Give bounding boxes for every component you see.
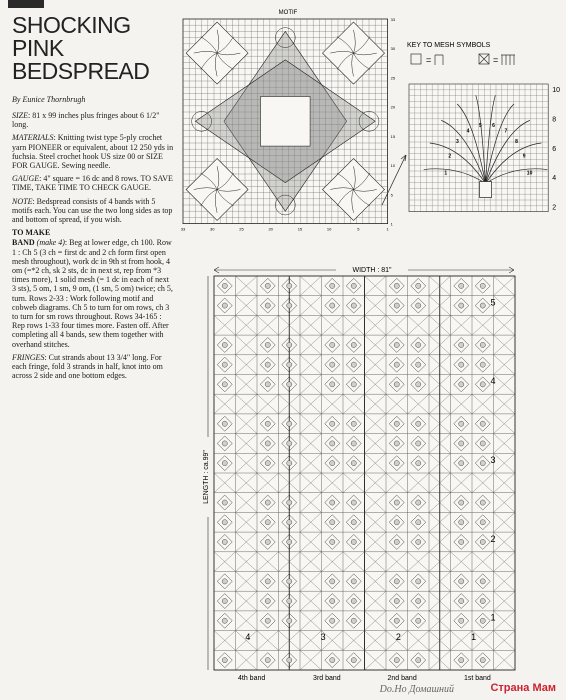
overview-flower-center — [330, 362, 335, 367]
motif-bottom-tick: 10 — [326, 226, 332, 232]
title-line-3: BEDSPREAD — [12, 58, 150, 84]
overview-flower-center — [480, 500, 485, 505]
overview-flower-center — [394, 382, 399, 387]
overview-flower-center — [416, 658, 421, 663]
overview-flower-center — [222, 539, 227, 544]
overview-flower-center — [265, 461, 270, 466]
title-line-1: SHOCKING — [12, 12, 131, 38]
overview-motif-number: 3 — [490, 455, 496, 465]
overview-flower-center — [416, 441, 421, 446]
overview-motif-number: 1 — [490, 612, 496, 623]
pointer-arrow — [380, 150, 410, 210]
cobweb-inner-number: 1 — [444, 170, 448, 177]
band-paragraph — [12, 238, 174, 348]
overview-flower-center — [330, 500, 335, 505]
overview-flower-center — [459, 658, 464, 663]
overview-flower-center — [394, 539, 399, 544]
overview-flower-center — [394, 520, 399, 525]
overview-flower-center — [416, 520, 421, 525]
overview-flower-center — [459, 618, 464, 623]
cobweb-base — [480, 182, 492, 198]
cobweb-inner-number: 7 — [504, 128, 508, 135]
materials-label: MATERIALS — [12, 133, 54, 143]
overview-flower-center — [265, 500, 270, 505]
cobweb-diagram — [395, 80, 560, 230]
motif-right-tick: 30 — [390, 46, 395, 52]
cobweb-right-tick: 4 — [552, 175, 557, 183]
watermark-site: Страна Мам — [490, 682, 556, 694]
overview-flower-center — [416, 382, 421, 387]
overview-flower-center — [265, 618, 270, 623]
motif-right-tick: 25 — [390, 75, 395, 81]
overview-flower-center — [416, 579, 421, 584]
title-line-2: PINK — [12, 35, 64, 61]
materials-paragraph — [12, 133, 174, 170]
overview-flower-center — [265, 283, 270, 288]
overview-flower-center — [459, 598, 464, 603]
overview-flower-center — [287, 441, 292, 446]
overview-flower-center — [330, 441, 335, 446]
overview-flower-center — [222, 500, 227, 505]
overview-flower-center — [480, 362, 485, 367]
overview-flower-center — [416, 500, 421, 505]
overview-flower-center — [416, 362, 421, 367]
overview-flower-center — [480, 539, 485, 544]
overview-flower-center — [394, 618, 399, 623]
overview-flower-center — [480, 598, 485, 603]
overview-flower-center — [394, 342, 399, 347]
overview-flower-center — [222, 520, 227, 525]
overview-flower-center — [416, 618, 421, 623]
open-mesh-stitch-icon — [435, 55, 443, 65]
watermark-logo: Do.Ho Домашний — [379, 684, 454, 695]
key-equals-2: = — [493, 55, 499, 65]
overview-flower-center — [480, 658, 485, 663]
materials-text: : Knitting twist type 5-ply crochet yarn PIONEER or equivalent, about 12 250 yds in fuchsia. Steel crochet hook US size 00 or SIZE FOR GAUGE. Sewing needle. — [12, 133, 174, 171]
overview-band-label: 3rd band — [313, 675, 341, 682]
overview-flower-center — [480, 303, 485, 308]
overview-flower-center — [394, 461, 399, 466]
overview-flower-center — [480, 382, 485, 387]
fringes-text: : Cut strands about 13 3/4" long. For each fringe, fold 3 strands in half, knot into om across 2 side and one bottom edges. — [12, 352, 163, 381]
overview-flower-center — [287, 618, 292, 623]
overview-flower-center — [416, 461, 421, 466]
overview-flower-center — [287, 342, 292, 347]
overview-flower-center — [394, 598, 399, 603]
overview-flower-center — [351, 579, 356, 584]
overview-flower-center — [459, 421, 464, 426]
key-to-mesh-symbols — [405, 38, 555, 78]
overview-flower-center — [330, 283, 335, 288]
overview-flower-center — [351, 461, 356, 466]
overview-band-label: 4th band — [238, 675, 266, 682]
overview-band-number: 2 — [395, 632, 401, 642]
overview-flower-center — [351, 539, 356, 544]
overview-flower-center — [351, 500, 356, 505]
overview-grid — [214, 276, 515, 670]
overview-flower-center — [222, 342, 227, 347]
overview-flower-center — [480, 283, 485, 288]
motif-right-tick: 33 — [390, 17, 395, 22]
motif-bottom-tick: 1 — [386, 226, 389, 232]
overview-flower-center — [459, 283, 464, 288]
overview-flower-center — [330, 461, 335, 466]
overview-flower-center — [265, 362, 270, 367]
overview-flower-center — [459, 500, 464, 505]
overview-flower-center — [351, 421, 356, 426]
overview-flower-center — [351, 658, 356, 663]
overview-flower-center — [287, 500, 292, 505]
band-make: (make 4) — [36, 238, 65, 248]
band-text: : Beg at lower edge, ch 100. Row 1 : Ch 5 (3 ch = first dc and 2 ch form first open mesh throughout), work dc in 9th st from hook, 4 om (=*2 ch, sk 2 sts, dc in next st, rep from *3 times more), 1 solid mesh (= 1 dc in each of next 3 sts), 5 om, 1 sm, 9 om, (1 sm, 5 om) twice; ch 5, turn. Rows 2-33 : Work following motif and cobweb diagrams. Ch 5 to turn for om rows, ch 3 to turn for sm rows throughout. Rows 34-165 : Rep rows 1-33 four times more. Fasten off. After completing all 4 bands, sew them together with overhand stitches. — [12, 238, 173, 349]
overview-flower-center — [459, 579, 464, 584]
motif-right-tick: 1 — [390, 221, 393, 227]
overview-flower-center — [222, 579, 227, 584]
cobweb-inner-number: 8 — [515, 138, 518, 145]
overview-band-number: 1 — [471, 632, 477, 642]
overview-flower-center — [287, 421, 292, 426]
overview-flower-center — [351, 598, 356, 603]
size-paragraph — [12, 111, 174, 129]
bedspread-overview — [196, 262, 534, 694]
solid-mesh-cross-icon — [479, 54, 489, 64]
overview-flower-center — [287, 283, 292, 288]
cobweb-inner-number: 4 — [466, 128, 470, 135]
overview-flower-center — [222, 303, 227, 308]
width-label: WIDTH : 81" — [352, 267, 392, 274]
motif-bottom-tick: 25 — [239, 226, 244, 232]
overview-flower-center — [222, 658, 227, 663]
motif-bottom-ticks — [181, 227, 390, 232]
gauge-label: GAUGE — [12, 174, 40, 184]
overview-flower-center — [287, 382, 292, 387]
overview-flower-center — [351, 382, 356, 387]
overview-flower-center — [330, 618, 335, 623]
overview-flower-center — [351, 362, 356, 367]
overview-flower-center — [330, 579, 335, 584]
cobweb-inner-number: 5 — [479, 122, 482, 129]
overview-flower-center — [265, 658, 270, 663]
overview-flower-center — [330, 539, 335, 544]
overview-flower-center — [287, 579, 292, 584]
overview-flower-center — [416, 421, 421, 426]
overview-flower-center — [222, 421, 227, 426]
overview-flower-center — [394, 658, 399, 663]
instructions-text — [12, 111, 174, 384]
gauge-text: : 4" square = 16 dc and 8 rows. TO SAVE TIME, TAKE TIME TO CHECK GAUGE. — [12, 174, 173, 193]
overview-flower-center — [480, 342, 485, 347]
cobweb-inner-number: 3 — [456, 138, 459, 145]
band-label: BAND — [12, 238, 35, 248]
overview-flower-center — [459, 382, 464, 387]
overview-flower-center — [394, 283, 399, 288]
header-bar — [8, 0, 44, 8]
motif-right-tick: 5 — [390, 192, 393, 198]
motif-bottom-tick: 5 — [357, 226, 360, 232]
overview-flower-center — [480, 421, 485, 426]
overview-flower-center — [351, 283, 356, 288]
overview-flower-center — [265, 441, 270, 446]
cobweb-inner-number: 2 — [448, 153, 452, 160]
overview-flower-center — [265, 303, 270, 308]
overview-flower-center — [480, 441, 485, 446]
size-text: : 81 x 99 inches plus fringes about 6 1/2" long. — [12, 111, 160, 130]
overview-flower-center — [222, 598, 227, 603]
overview-flower-center — [416, 283, 421, 288]
overview-flower-center — [222, 362, 227, 367]
overview-flower-center — [480, 618, 485, 623]
cobweb-inner-number: 6 — [492, 122, 495, 129]
note-label: NOTE — [12, 196, 33, 206]
byline: By Eunice Thornbrugh — [12, 95, 86, 104]
overview-flower-center — [459, 342, 464, 347]
overview-flower-center — [222, 283, 227, 288]
fringes-label: FRINGES — [12, 352, 45, 362]
overview-flower-center — [287, 303, 292, 308]
cobweb-inner-number: 9 — [522, 153, 526, 160]
overview-flower-center — [416, 539, 421, 544]
note-paragraph — [12, 197, 174, 225]
motif-bottom-tick: 15 — [297, 226, 303, 232]
overview-flower-center — [394, 579, 399, 584]
motif-grid — [183, 19, 388, 224]
overview-flower-center — [459, 520, 464, 525]
note-text: : Bedspread consists of 4 bands with 5 motifs each. You can use the two long sides as top and bottom of spread, if you wish. — [12, 196, 173, 225]
overview-flower-center — [265, 342, 270, 347]
overview-flower-center — [394, 421, 399, 426]
overview-flower-center — [265, 520, 270, 525]
overview-flower-center — [416, 303, 421, 308]
overview-flower-center — [459, 461, 464, 466]
overview-flower-center — [480, 461, 485, 466]
overview-flower-center — [351, 303, 356, 308]
motif-bottom-tick: 20 — [268, 226, 273, 232]
overview-flower-center — [394, 362, 399, 367]
overview-flower-center — [287, 598, 292, 603]
overview-flower-center — [287, 539, 292, 544]
overview-flower-center — [330, 342, 335, 347]
size-label: SIZE — [12, 111, 28, 120]
overview-flower-center — [330, 658, 335, 663]
overview-band-label: 1st band — [463, 675, 491, 682]
length-label: LENGTH : ca.99" — [203, 450, 210, 504]
overview-motif-number: 4 — [490, 376, 496, 387]
overview-band-number: 4 — [245, 632, 251, 642]
overview-flower-center — [459, 362, 464, 367]
overview-flower-center — [222, 461, 227, 466]
page-title — [12, 14, 162, 83]
solid-mesh-stitch-icon — [501, 55, 515, 65]
overview-flower-center — [459, 539, 464, 544]
motif-title: MOTIF — [278, 10, 298, 16]
overview-flower-center — [287, 520, 292, 525]
motif-chart — [180, 6, 395, 240]
overview-band-label: 2nd band — [387, 675, 417, 682]
key-equals-1: = — [426, 55, 432, 65]
overview-band-number: 3 — [320, 632, 326, 642]
overview-flower-center — [265, 539, 270, 544]
overview-flower-center — [287, 362, 292, 367]
motif-bottom-tick: 30 — [210, 226, 215, 232]
overview-flower-center — [480, 579, 485, 584]
motif-right-tick: 10 — [390, 163, 395, 169]
overview-band-labels — [238, 675, 491, 682]
overview-flower-center — [265, 382, 270, 387]
overview-flower-center — [265, 579, 270, 584]
overview-flower-center — [330, 520, 335, 525]
overview-flower-center — [459, 303, 464, 308]
cobweb-right-ticks — [552, 87, 560, 212]
overview-flower-center — [416, 598, 421, 603]
overview-flower-center — [330, 382, 335, 387]
overview-flower-center — [416, 342, 421, 347]
overview-flower-center — [287, 461, 292, 466]
overview-flower-center — [394, 303, 399, 308]
overview-flower-center — [222, 618, 227, 623]
overview-motif-number: 2 — [490, 533, 496, 544]
overview-flower-center — [394, 441, 399, 446]
overview-flower-center — [459, 441, 464, 446]
motif-center-square — [261, 97, 311, 147]
overview-flower-center — [351, 520, 356, 525]
fringes-paragraph — [12, 353, 174, 381]
motif-right-tick: 15 — [390, 133, 395, 139]
motif-right-tick: 20 — [390, 104, 395, 110]
cobweb-inner-number: 10 — [526, 170, 533, 177]
overview-flower-center — [287, 658, 292, 663]
overview-flower-center — [265, 598, 270, 603]
gauge-paragraph — [12, 174, 174, 192]
overview-flower-center — [480, 520, 485, 525]
cobweb-right-tick: 10 — [552, 87, 560, 94]
overview-flower-center — [330, 421, 335, 426]
overview-flower-center — [351, 441, 356, 446]
overview-flower-center — [265, 421, 270, 426]
overview-flower-center — [330, 303, 335, 308]
cobweb-right-tick: 8 — [552, 116, 557, 124]
overview-motif-number: 5 — [490, 297, 496, 308]
overview-flower-center — [222, 441, 227, 446]
overview-flower-center — [351, 342, 356, 347]
key-title: KEY TO MESH SYMBOLS — [407, 42, 491, 49]
open-mesh-symbol — [411, 54, 421, 64]
motif-bottom-tick: 33 — [180, 226, 186, 232]
overview-flower-center — [394, 500, 399, 505]
cobweb-grid — [409, 84, 548, 212]
overview-flower-center — [330, 598, 335, 603]
cobweb-right-tick: 6 — [552, 145, 557, 153]
make-heading: TO MAKE — [12, 228, 51, 238]
overview-flower-center — [222, 382, 227, 387]
overview-flower-center — [351, 618, 356, 623]
cobweb-right-tick: 2 — [552, 204, 557, 212]
